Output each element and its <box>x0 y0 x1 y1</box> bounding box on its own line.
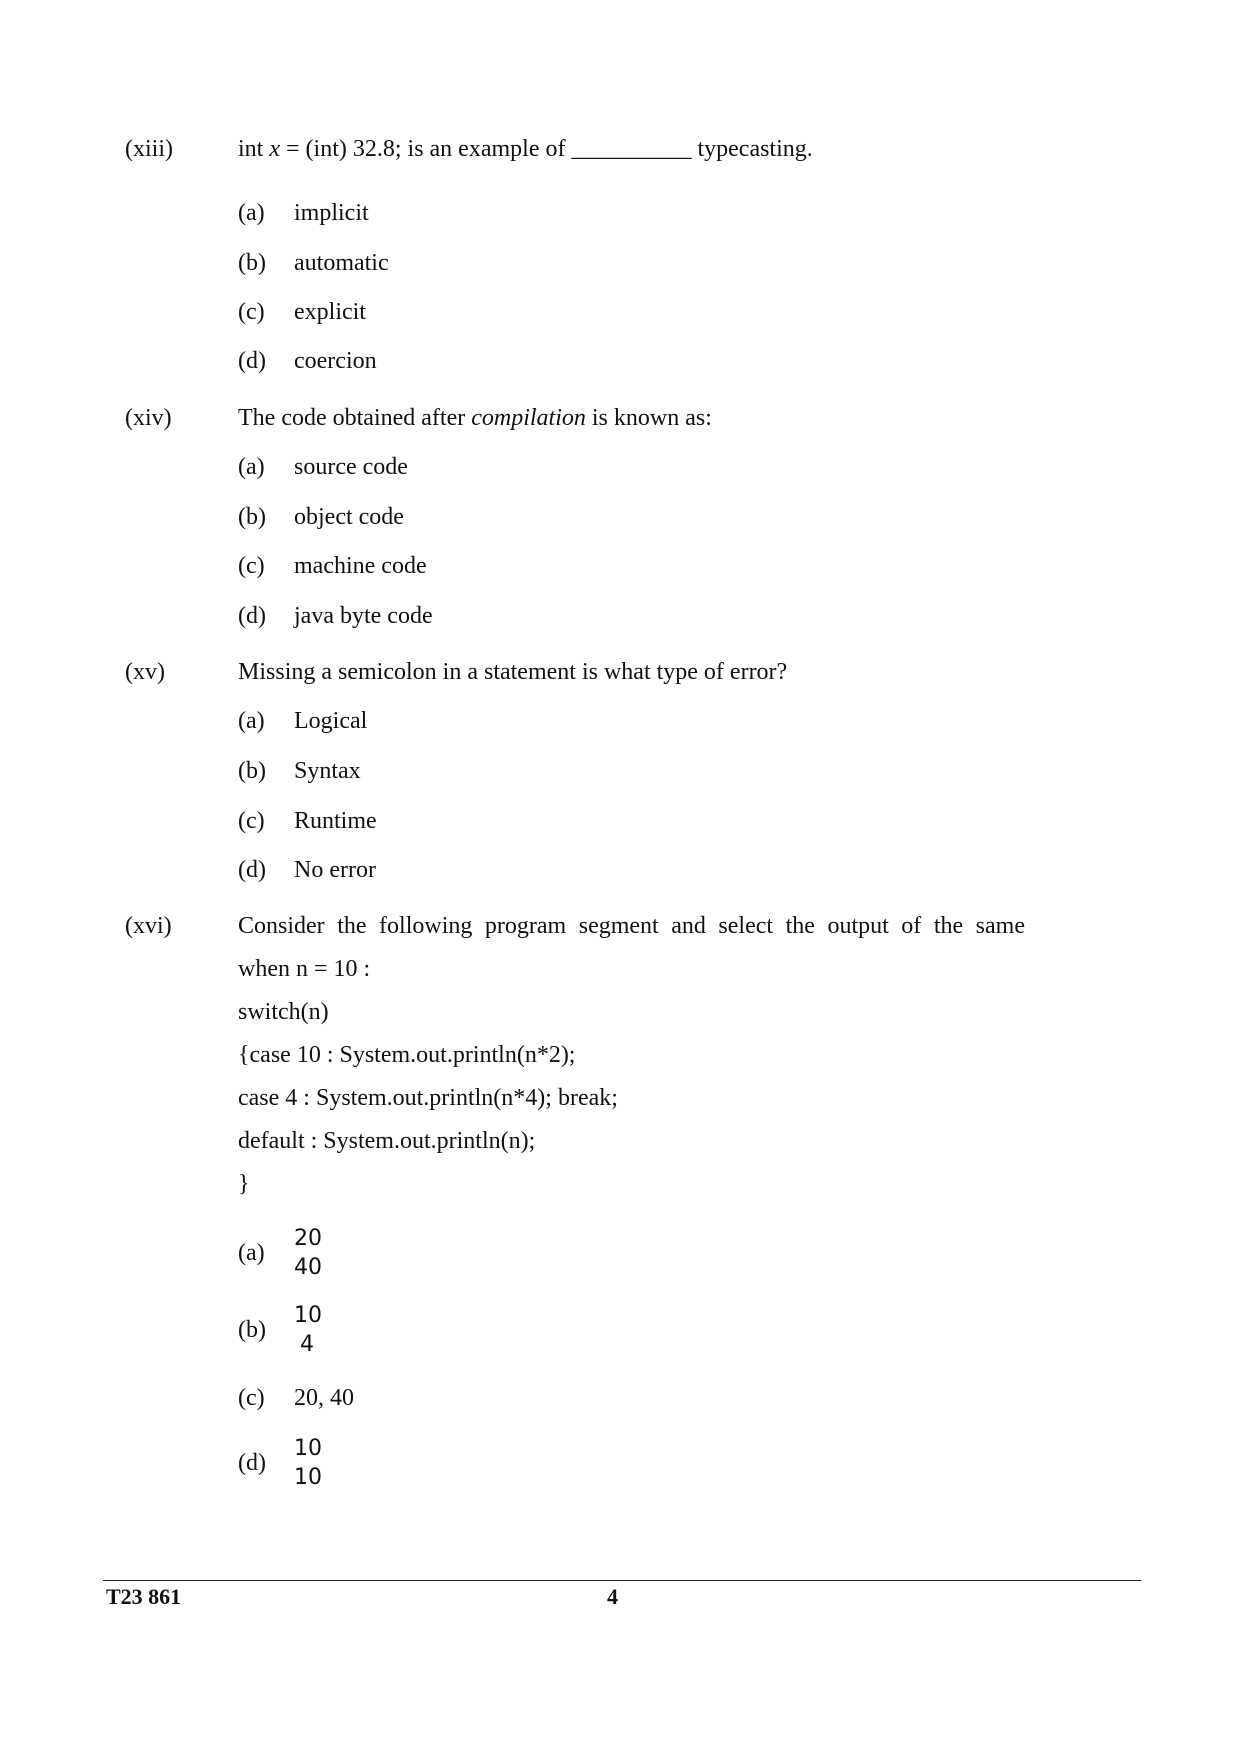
option-text: java byte code <box>294 603 433 629</box>
option-text: object code <box>294 504 404 530</box>
option-label: (c) <box>238 299 265 325</box>
option-label: (c) <box>238 808 265 834</box>
option-label: (c) <box>238 1385 265 1411</box>
page-number: 4 <box>607 1584 618 1609</box>
emphasis-compilation: compilation <box>471 405 586 431</box>
question-text-line2: when n = 10 : <box>238 956 371 982</box>
option-label: (a) <box>238 1240 265 1266</box>
option-text: machine code <box>294 553 427 579</box>
footer-divider <box>103 1580 1141 1581</box>
question-text: The code obtained after compilation is known as: <box>238 405 712 431</box>
question-text-line1: Consider the following program segment and select the output of the same <box>238 913 1025 939</box>
option-text: No error <box>294 857 376 883</box>
option-text: Runtime <box>294 808 377 834</box>
option-output <box>294 1434 320 1492</box>
option-text: coercion <box>294 348 377 374</box>
option-label: (d) <box>238 603 266 629</box>
option-label: (a) <box>238 454 265 480</box>
code-line: {case 10 : System.out.println(n*2); <box>238 1042 576 1068</box>
option-label: (a) <box>238 708 265 734</box>
output-line: 20 <box>294 1226 322 1251</box>
question-text: int x = (int) 32.8; is an example of __________ typecasting. <box>238 136 813 162</box>
option-text: Syntax <box>294 758 361 784</box>
output-line: 40 <box>294 1255 322 1280</box>
variable-x: x <box>269 136 280 162</box>
output-line: 4 <box>300 1332 314 1357</box>
option-label: (b) <box>238 250 266 276</box>
option-label: (c) <box>238 553 265 579</box>
option-label: (d) <box>238 348 266 374</box>
code-line: } <box>238 1171 250 1197</box>
question-number: (xvi) <box>125 913 172 939</box>
option-text: 20, 40 <box>294 1385 354 1411</box>
code-line: case 4 : System.out.println(n*4); break; <box>238 1085 618 1111</box>
code-line: switch(n) <box>238 999 329 1025</box>
option-label: (a) <box>238 200 265 226</box>
option-text: Logical <box>294 708 368 734</box>
option-label: (b) <box>238 758 266 784</box>
option-text: explicit <box>294 299 366 325</box>
question-number: (xiv) <box>125 405 172 431</box>
option-label: (d) <box>238 1450 266 1476</box>
output-line: 10 <box>294 1436 322 1461</box>
option-output <box>294 1224 320 1282</box>
option-text: source code <box>294 454 408 480</box>
option-text: implicit <box>294 200 369 226</box>
option-label: (d) <box>238 857 266 883</box>
output-line: 10 <box>294 1303 322 1328</box>
output-line: 10 <box>294 1465 322 1490</box>
question-number: (xv) <box>125 659 165 685</box>
question-number: (xiii) <box>125 136 173 162</box>
paper-code: T23 861 <box>106 1584 182 1609</box>
option-label: (b) <box>238 504 266 530</box>
question-text: Missing a semicolon in a statement is what type of error? <box>238 659 788 685</box>
option-label: (b) <box>238 1317 266 1343</box>
option-text: automatic <box>294 250 389 276</box>
option-output <box>294 1301 320 1359</box>
code-line: default : System.out.println(n); <box>238 1128 536 1154</box>
